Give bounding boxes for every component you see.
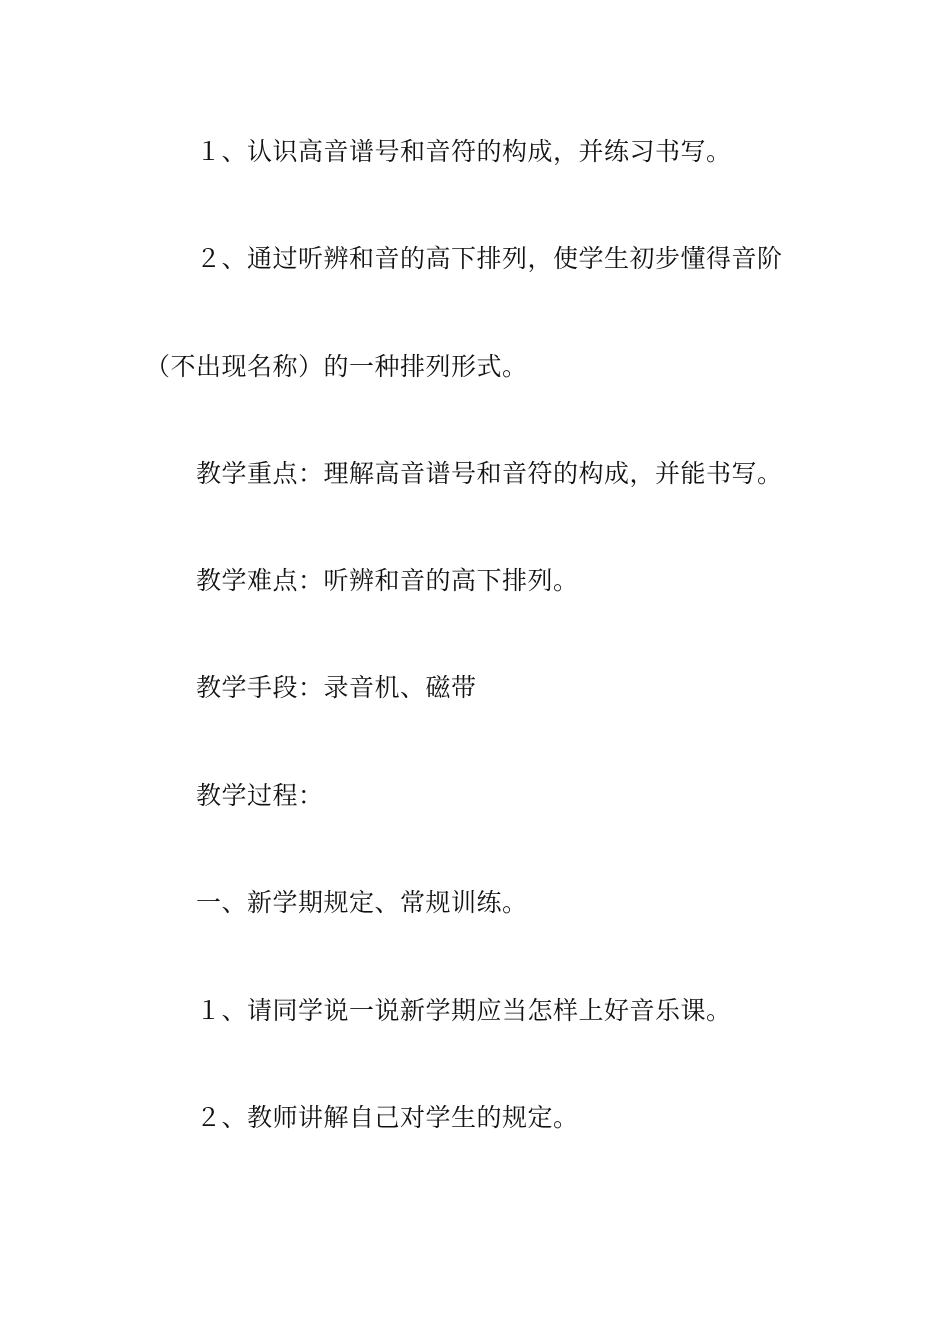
section-one-item-2: ２、教师讲解自己对学生的规定。	[196, 1103, 579, 1132]
section-one-heading: 一、新学期规定、常规训练。	[196, 888, 528, 917]
objective-1: １、认识高音谱号和音符的构成，并练习书写。	[196, 137, 732, 166]
section-one-item-1: １、请同学说一说新学期应当怎样上好音乐课。	[196, 996, 732, 1025]
teaching-process-heading: 教学过程：	[196, 781, 324, 810]
teaching-difficulty: 教学难点：听辨和音的高下排列。	[196, 566, 579, 595]
objective-2: ２、通过听辨和音的高下排列，使学生初步懂得音阶	[196, 244, 783, 273]
objective-2-continued: （不出现名称）的一种排列形式。	[145, 352, 528, 381]
teaching-tools: 教学手段：录音机、磁带	[196, 673, 477, 702]
teaching-key-point: 教学重点：理解高音谱号和音符的构成，并能书写。	[196, 459, 783, 488]
